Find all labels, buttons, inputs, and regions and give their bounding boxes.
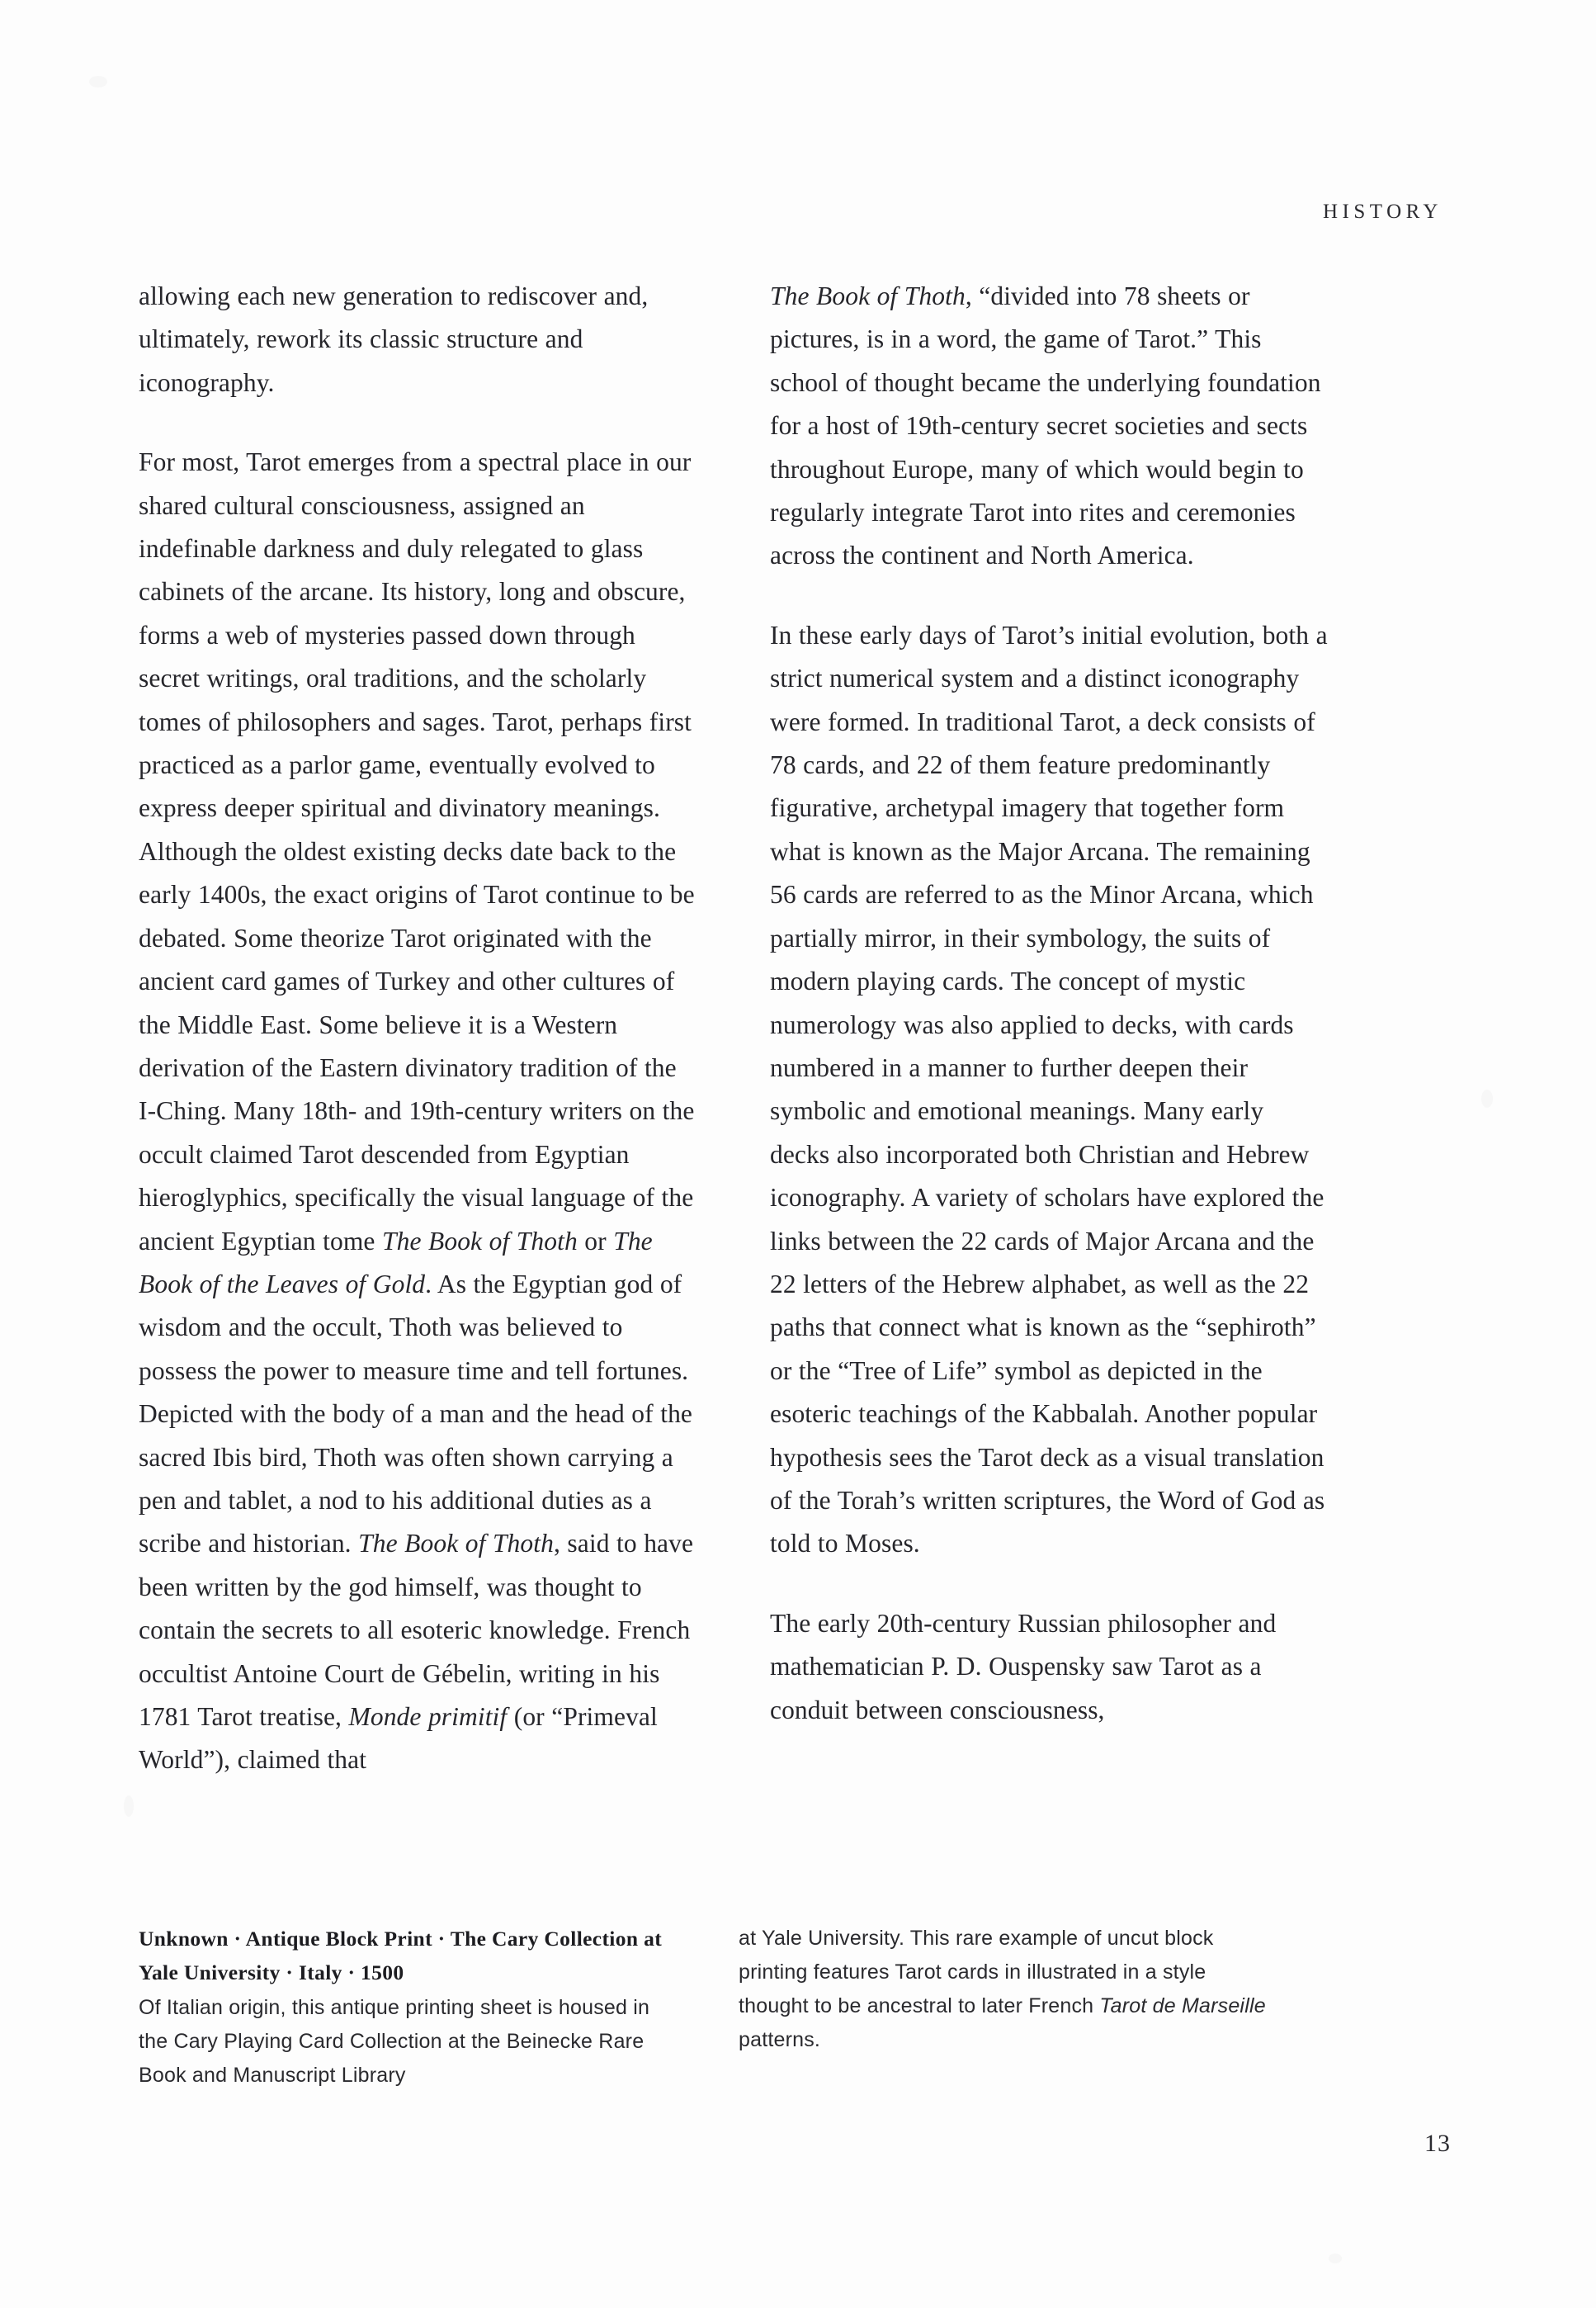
caption-block	[139, 1922, 1459, 2093]
page-number: 13	[1424, 2130, 1451, 2157]
paper-blotch	[1329, 2254, 1342, 2263]
caption-body: Of Italian origin, this antique printing sheet is housed in the Cary Playing Card Collection at the Beinecke Rare Book and Manuscript Library	[139, 1996, 650, 2087]
paragraph: The early 20th-century Russian philosopher and mathematician P. D. Ouspensky saw Tarot as a conduit between consciousness,	[770, 1608, 1277, 1724]
caption-column-right	[739, 1922, 1267, 2093]
body-column-right	[770, 275, 1329, 1782]
paper-blotch	[1481, 1090, 1493, 1108]
paragraph: For most, Tarot emerges from a spectral place in our shared cultural consciousness, assigned an indefinable darkness and duly relegated to glass cabinets of the arcane. Its history, long and obscure, forms a web of mysteries passed down through secret writings, oral traditions, and the scholarly tomes of philosophers and sages. Tarot, perhaps first practiced as a parlor game, eventually evolved to express deeper spiritual and divinatory meanings. Although the oldest existing decks date back to the early 1400s, the exact origins of Tarot continue to be debated. Some theorize Tarot originated with the ancient card games of Turkey and other cultures of the Middle East. Some believe it is a Western derivation of the Eastern divinatory tradition of the I-Ching. Many 18th- and 19th-century writers on the occult claimed Tarot descended from Egyptian hieroglyphics, specifically the visual language of the ancient Egyptian tome The Book of Thoth or The Book of the Leaves of Gold. As the Egyptian god of wisdom and the occult, Thoth was believed to possess the power to measure time and tell fortunes. Depicted with the body of a man and the head of the sacred Ibis bird, Thoth was often shown carrying a pen and tablet, a nod to his additional duties as a scribe and historian. The Book of Thoth, said to have been written by the god himself, was thought to contain the secrets to all esoteric knowledge. French occultist Antoine Court de Gébelin, writing in his 1781 Tarot treatise, Monde primitif (or “Primeval World”), claimed that	[139, 447, 695, 1775]
paragraph: The Book of Thoth, “divided into 78 sheets or pictures, is in a word, the game of Tarot.” This school of thought became the underlying foundation for a host of 19th-century secret societies and sects throughout Europe, many of which would begin to regularly integrate Tarot into rites and ceremonies across the continent and North America.	[770, 281, 1321, 570]
paragraph: In these early days of Tarot’s initial evolution, both a strict numerical system and a distinct iconography were formed. In traditional Tarot, a deck consists of 78 cards, and 22 of them feature predominantly figurative, archetypal imagery that together form what is known as the Major Arcana. The remaining 56 cards are referred to as the Minor Arcana, which partially mirror, in their symbology, the suits of modern playing cards. The concept of mystic numerology was also applied to decks, with cards numbered in a manner to further deepen their symbolic and emotional meanings. Many early decks also incorporated both Christian and Hebrew iconography. A variety of scholars have explored the links between the 22 cards of Major Arcana and the 22 letters of the Hebrew alphabet, as well as the 22 paths that connect what is known as the “sephiroth” or the “Tree of Life” symbol as depicted in the esoteric teachings of the Kabbalah. Another popular hypothesis sees the Tarot deck as a visual translation of the Torah’s written scriptures, the Word of God as told to Moses.	[770, 620, 1328, 1558]
caption-body: at Yale University. This rare example of uncut block printing features Tarot cards in illustrated in a style thought to be ancestral to later French Tarot de Marseille patterns.	[739, 1927, 1266, 2051]
body-columns	[139, 275, 1459, 1782]
caption-column-left	[139, 1922, 667, 2093]
caption-heading: Unknown · Antique Block Print · The Cary Collection at Yale University · Italy · 1500	[139, 1927, 663, 1984]
running-head: HISTORY	[1322, 201, 1443, 223]
paper-blotch	[124, 1795, 134, 1817]
paper-blotch	[89, 76, 107, 87]
paragraph: allowing each new generation to rediscover and, ultimately, rework its classic structure and iconography.	[139, 281, 649, 397]
body-column-left	[139, 275, 698, 1782]
